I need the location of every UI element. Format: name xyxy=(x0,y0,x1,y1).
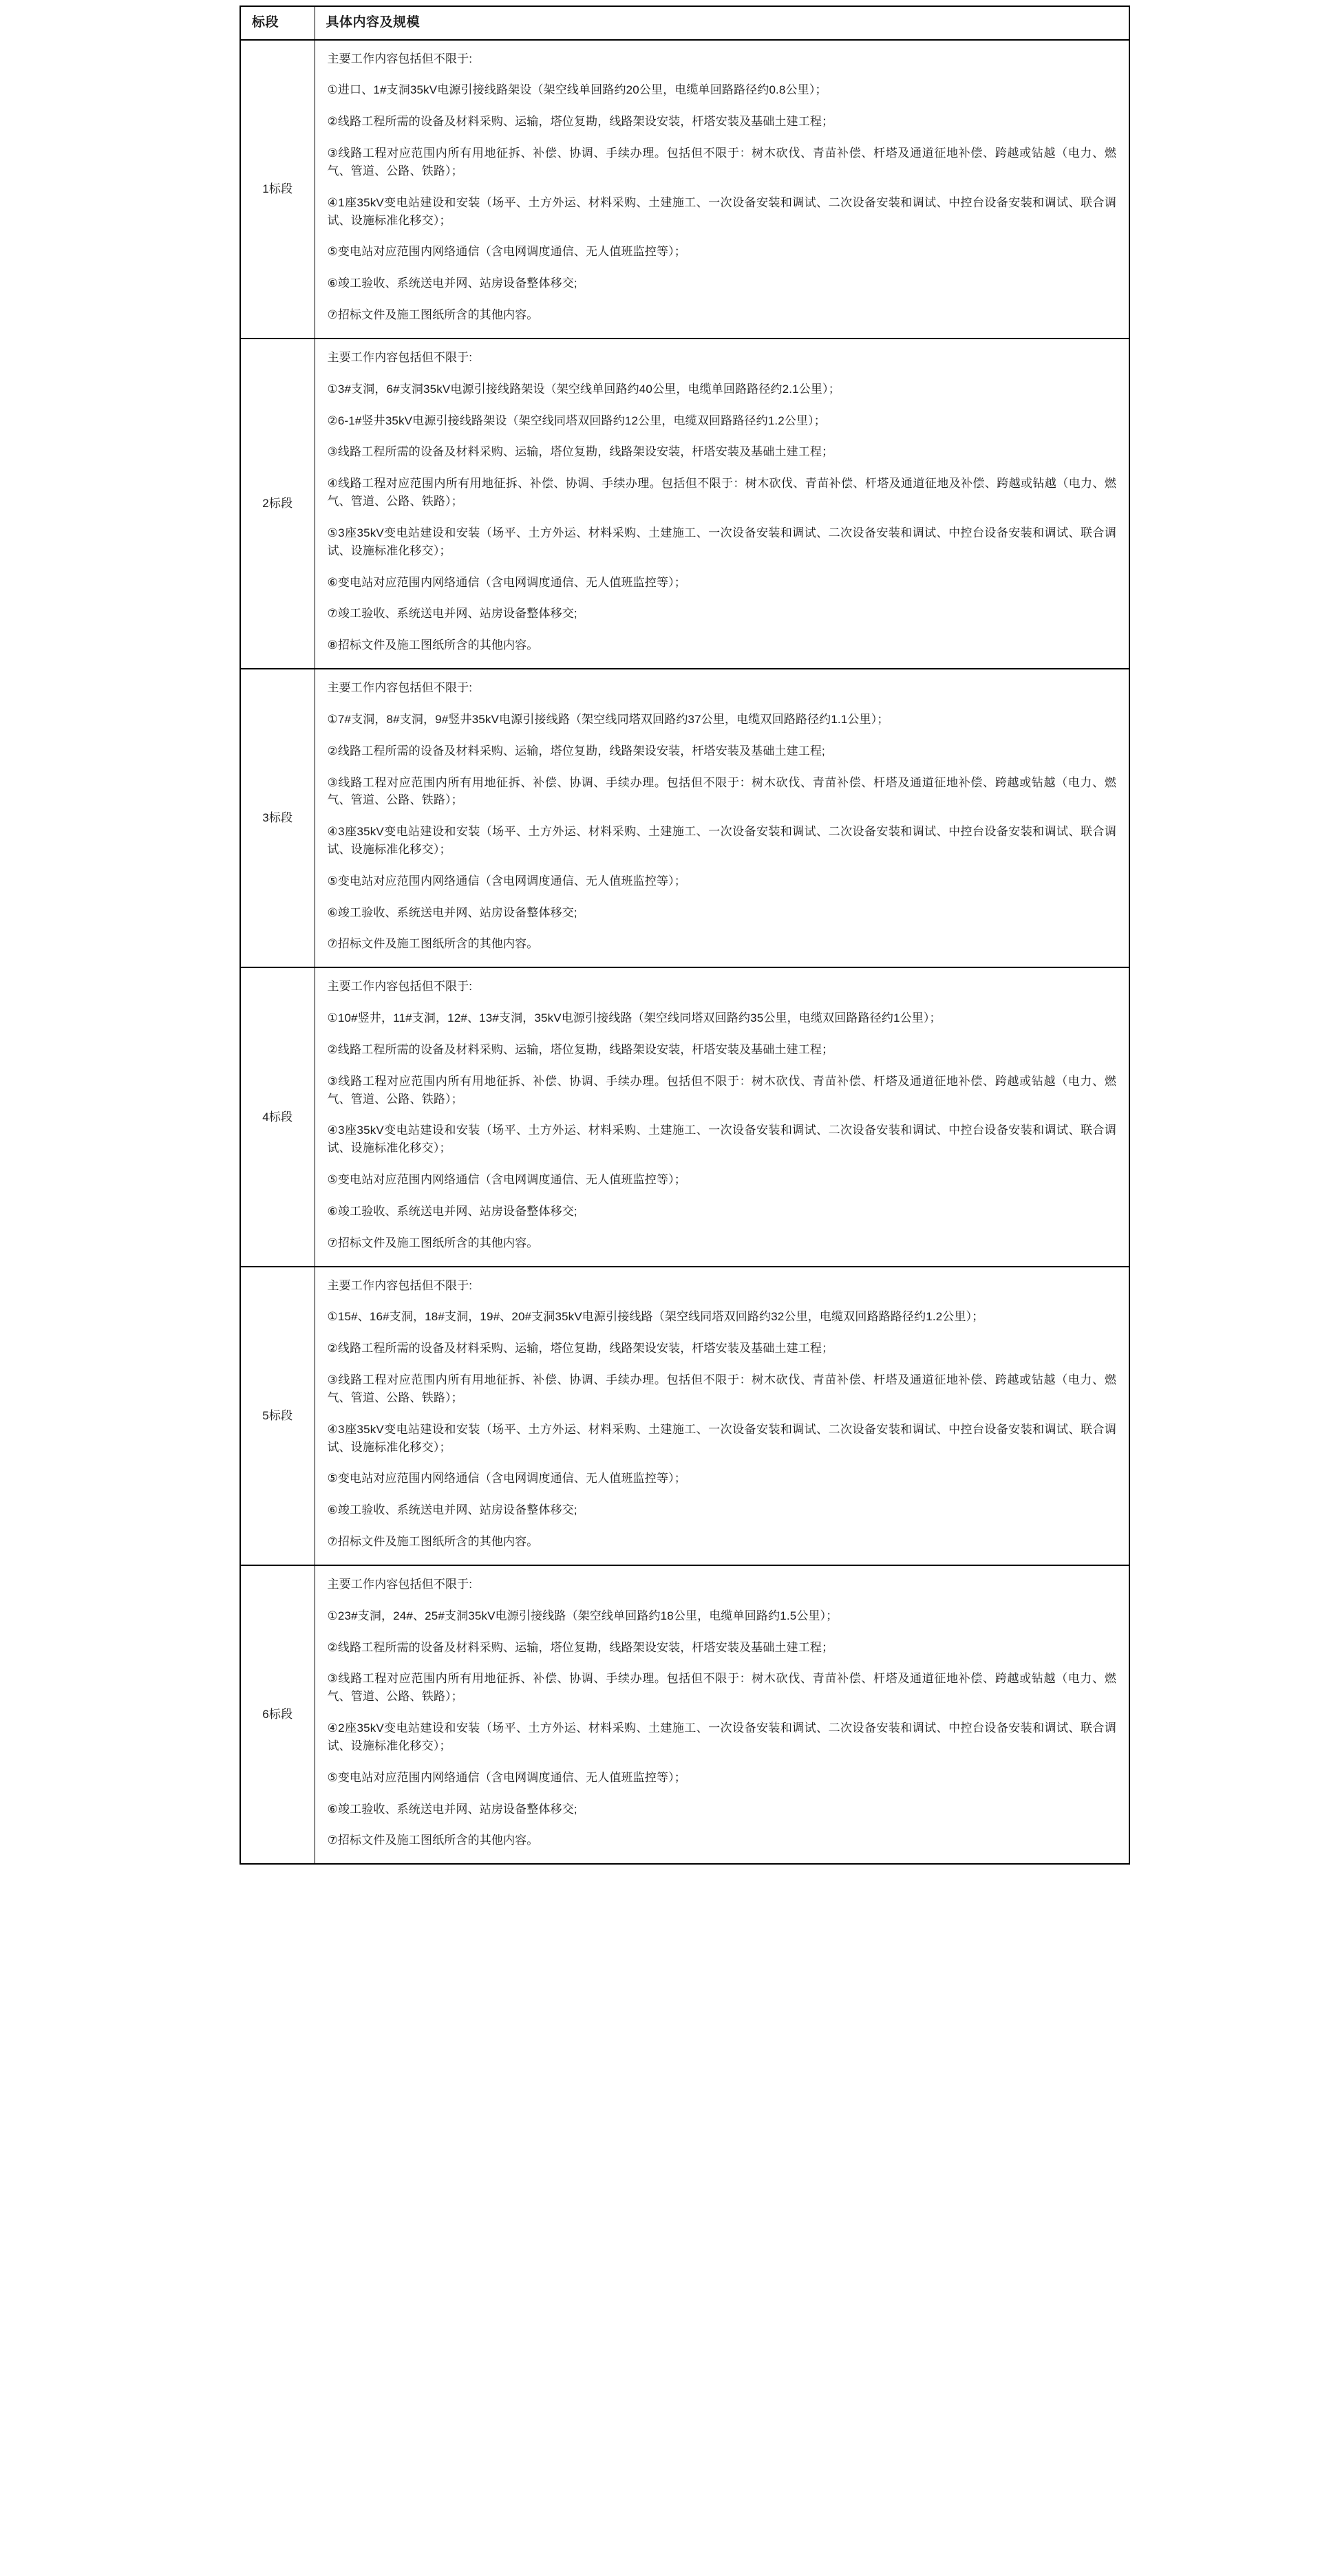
scope-item: ①10#竖井，11#支洞，12#、13#支洞，35kV电源引接线路（架空线同塔双回路约35公里，电缆双回路路径约1公里）； xyxy=(327,1011,942,1025)
lot-label-cell: 1标段 xyxy=(240,40,315,339)
bid-scope-table xyxy=(240,6,1130,1865)
scope-item: ①15#、16#支洞，18#支洞，19#、20#支洞35kV电源引接线路（架空线同塔双回路约32公里，电缆双回路路路径约1.2公里）； xyxy=(327,1310,984,1324)
scope-content-cell xyxy=(315,40,1129,339)
scope-item: ⑤变电站对应范围内网络通信（含电网调度通信、无人值班监控等）； xyxy=(327,874,686,888)
scope-item: ⑥竣工验收、系统送电并网、站房设备整体移交; xyxy=(327,1802,577,1816)
scope-item: ②线路工程所需的设备及材料采购、运输，塔位复勘，线路架设安装，杆塔安装及基础土建工程； xyxy=(327,115,834,129)
scope-item: ③线路工程对应范围内所有用地征拆、补偿、协调、手续办理。包括但不限于：树木砍伐、青苗补偿、杆塔及通道征地补偿、跨越或钻越（电力、燃气、管道、公路、铁路）； xyxy=(327,147,1116,178)
scope-item: ⑤变电站对应范围内网络通信（含电网调度通信、无人值班监控等）； xyxy=(327,1173,686,1187)
scope-item: ⑤变电站对应范围内网络通信（含电网调度通信、无人值班监控等）； xyxy=(327,1472,686,1485)
scope-item: ⑥竣工验收、系统送电并网、站房设备整体移交; xyxy=(327,905,577,919)
scope-item: ④3座35kV变电站建设和安装（场平、土方外运、材料采购、土建施工、一次设备安装和调试、二次设备安装和调试、中控台设备安装和调试、联合调试、设施标准化移交）； xyxy=(327,1124,1116,1155)
scope-content-cell xyxy=(315,1565,1129,1864)
scope-lead-text: 主要工作内容包括但不限于: xyxy=(327,350,473,364)
scope-item: ⑤变电站对应范围内网络通信（含电网调度通信、无人值班监控等）； xyxy=(327,245,686,259)
lot-label-cell: 5标段 xyxy=(240,1267,315,1565)
table-row xyxy=(240,40,1129,339)
scope-item: ①7#支洞，8#支洞，9#竖井35kV电源引接线路（架空线同塔双回路约37公里，电缆双回路路径约1.1公里）； xyxy=(327,712,889,726)
column-header-content: 具体内容及规模 xyxy=(315,6,1129,40)
scope-item: ⑥变电站对应范围内网络通信（含电网调度通信、无人值班监控等）； xyxy=(327,575,686,589)
lot-label-cell: 4标段 xyxy=(240,967,315,1266)
scope-item: ⑦竣工验收、系统送电并网、站房设备整体移交; xyxy=(327,607,577,621)
scope-item: ⑤3座35kV变电站建设和安装（场平、土方外运、材料采购、土建施工、一次设备安装和调试、二次设备安装和调试、中控台设备安装和调试、联合调试、设施标准化移交）； xyxy=(327,526,1116,557)
scope-item: ①3#支洞，6#支洞35kV电源引接线路架设（架空线单回路约40公里，电缆单回路路径约2.1公里）； xyxy=(327,382,840,396)
scope-item: ⑦招标文件及施工图纸所含的其他内容。 xyxy=(327,1535,539,1549)
scope-content-cell xyxy=(315,669,1129,967)
scope-content-cell xyxy=(315,1267,1129,1565)
scope-item: ⑦招标文件及施工图纸所含的其他内容。 xyxy=(327,937,539,951)
scope-item: ⑤变电站对应范围内网络通信（含电网调度通信、无人值班监控等）； xyxy=(327,1770,686,1784)
scope-item: ⑥竣工验收、系统送电并网、站房设备整体移交; xyxy=(327,1503,577,1517)
table-row xyxy=(240,967,1129,1266)
scope-table-container xyxy=(240,6,1129,1865)
scope-content-cell xyxy=(315,967,1129,1266)
scope-item: ③线路工程对应范围内所有用地征拆、补偿、协调、手续办理。包括但不限于：树木砍伐、青苗补偿、杆塔及通道征地补偿、跨越或钻越（电力、燃气、管道、公路、铁路）； xyxy=(327,1672,1116,1704)
scope-item: ①进口、1#支洞35kV电源引接线路架设（架空线单回路约20公里，电缆单回路路径约0.8公里）； xyxy=(327,83,827,97)
scope-item: ⑧招标文件及施工图纸所含的其他内容。 xyxy=(327,638,539,652)
column-header-lot: 标段 xyxy=(240,6,315,40)
scope-item: ③线路工程对应范围内所有用地征拆、补偿、协调、手续办理。包括但不限于：树木砍伐、青苗补偿、杆塔及通道征地补偿、跨越或钻越（电力、燃气、管道、公路、铁路）； xyxy=(327,1074,1116,1106)
scope-item: ⑦招标文件及施工图纸所含的其他内容。 xyxy=(327,1236,539,1249)
scope-item: ③线路工程所需的设备及材料采购、运输，塔位复勘，线路架设安装，杆塔安装及基础土建工程； xyxy=(327,445,834,459)
scope-item: ④3座35kV变电站建设和安装（场平、土方外运、材料采购、土建施工、一次设备安装和调试、二次设备安装和调试、中控台设备安装和调试、联合调试、设施标准化移交）； xyxy=(327,1422,1116,1454)
table-row xyxy=(240,1267,1129,1565)
scope-lead-text: 主要工作内容包括但不限于: xyxy=(327,681,473,695)
scope-lead-text: 主要工作内容包括但不限于: xyxy=(327,1278,473,1292)
scope-item: ⑥竣工验收、系统送电并网、站房设备整体移交; xyxy=(327,1204,577,1218)
scope-item: ④1座35kV变电站建设和安装（场平、土方外运、材料采购、土建施工、一次设备安装和调试、二次设备安装和调试、中控台设备安装和调试、联合调试、设施标准化移交）； xyxy=(327,195,1116,227)
table-header xyxy=(240,6,1129,40)
scope-lead-text: 主要工作内容包括但不限于: xyxy=(327,980,473,994)
lot-label-cell: 6标段 xyxy=(240,1565,315,1864)
scope-lead-text: 主要工作内容包括但不限于: xyxy=(327,52,473,65)
scope-item: ④2座35kV变电站建设和安装（场平、土方外运、材料采购、土建施工、一次设备安装和调试、二次设备安装和调试、中控台设备安装和调试、联合调试、设施标准化移交）； xyxy=(327,1721,1116,1752)
scope-item: ⑥竣工验收、系统送电并网、站房设备整体移交; xyxy=(327,277,577,290)
table-body xyxy=(240,40,1129,1865)
lot-label-cell: 3标段 xyxy=(240,669,315,967)
scope-item: ⑦招标文件及施工图纸所含的其他内容。 xyxy=(327,1834,539,1847)
scope-item: ②线路工程所需的设备及材料采购、运输，塔位复勘，线路架设安装，杆塔安装及基础土建工程； xyxy=(327,1640,834,1654)
table-row xyxy=(240,669,1129,967)
scope-item: ③线路工程对应范围内所有用地征拆、补偿、协调、手续办理。包括但不限于：树木砍伐、青苗补偿、杆塔及通道征地补偿、跨越或钻越（电力、燃气、管道、公路、铁路）； xyxy=(327,1373,1116,1404)
scope-item: ②线路工程所需的设备及材料采购、运输，塔位复勘，线路架设安装，杆塔安装及基础土建工程； xyxy=(327,1042,834,1056)
scope-item: ②6-1#竖井35kV电源引接线路架设（架空线同塔双回路约12公里，电缆双回路路径约1.2公里）； xyxy=(327,414,826,427)
table-header-row xyxy=(240,6,1129,40)
scope-item: ①23#支洞，24#、25#支洞35kV电源引接线路（架空线单回路约18公里，电缆单回路约1.5公里）； xyxy=(327,1609,838,1622)
table-row xyxy=(240,1565,1129,1864)
scope-item: ②线路工程所需的设备及材料采购、运输，塔位复勘，线路架设安装，杆塔安装及基础土建工程; xyxy=(327,744,825,758)
scope-content-cell xyxy=(315,339,1129,669)
scope-item: ④线路工程对应范围内所有用地征拆、补偿、协调、手续办理。包括但不限于：树木砍伐、青苗补偿、杆塔及通道征地及补偿、跨越或钻越（电力、燃气、管道、公路、铁路）； xyxy=(327,477,1116,508)
scope-item: ⑦招标文件及施工图纸所含的其他内容。 xyxy=(327,308,539,322)
lot-label-cell: 2标段 xyxy=(240,339,315,669)
scope-lead-text: 主要工作内容包括但不限于: xyxy=(327,1577,473,1591)
scope-item: ②线路工程所需的设备及材料采购、运输，塔位复勘，线路架设安装，杆塔安装及基础土建工程； xyxy=(327,1342,834,1355)
table-row xyxy=(240,339,1129,669)
scope-item: ③线路工程对应范围内所有用地征拆、补偿、协调、手续办理。包括但不限于：树木砍伐、青苗补偿、杆塔及通道征地补偿、跨越或钻越（电力、燃气、管道、公路、铁路）； xyxy=(327,775,1116,807)
scope-item: ④3座35kV变电站建设和安装（场平、土方外运、材料采购、土建施工、一次设备安装和调试、二次设备安装和调试、中控台设备安装和调试、联合调试、设施标准化移交）； xyxy=(327,825,1116,856)
